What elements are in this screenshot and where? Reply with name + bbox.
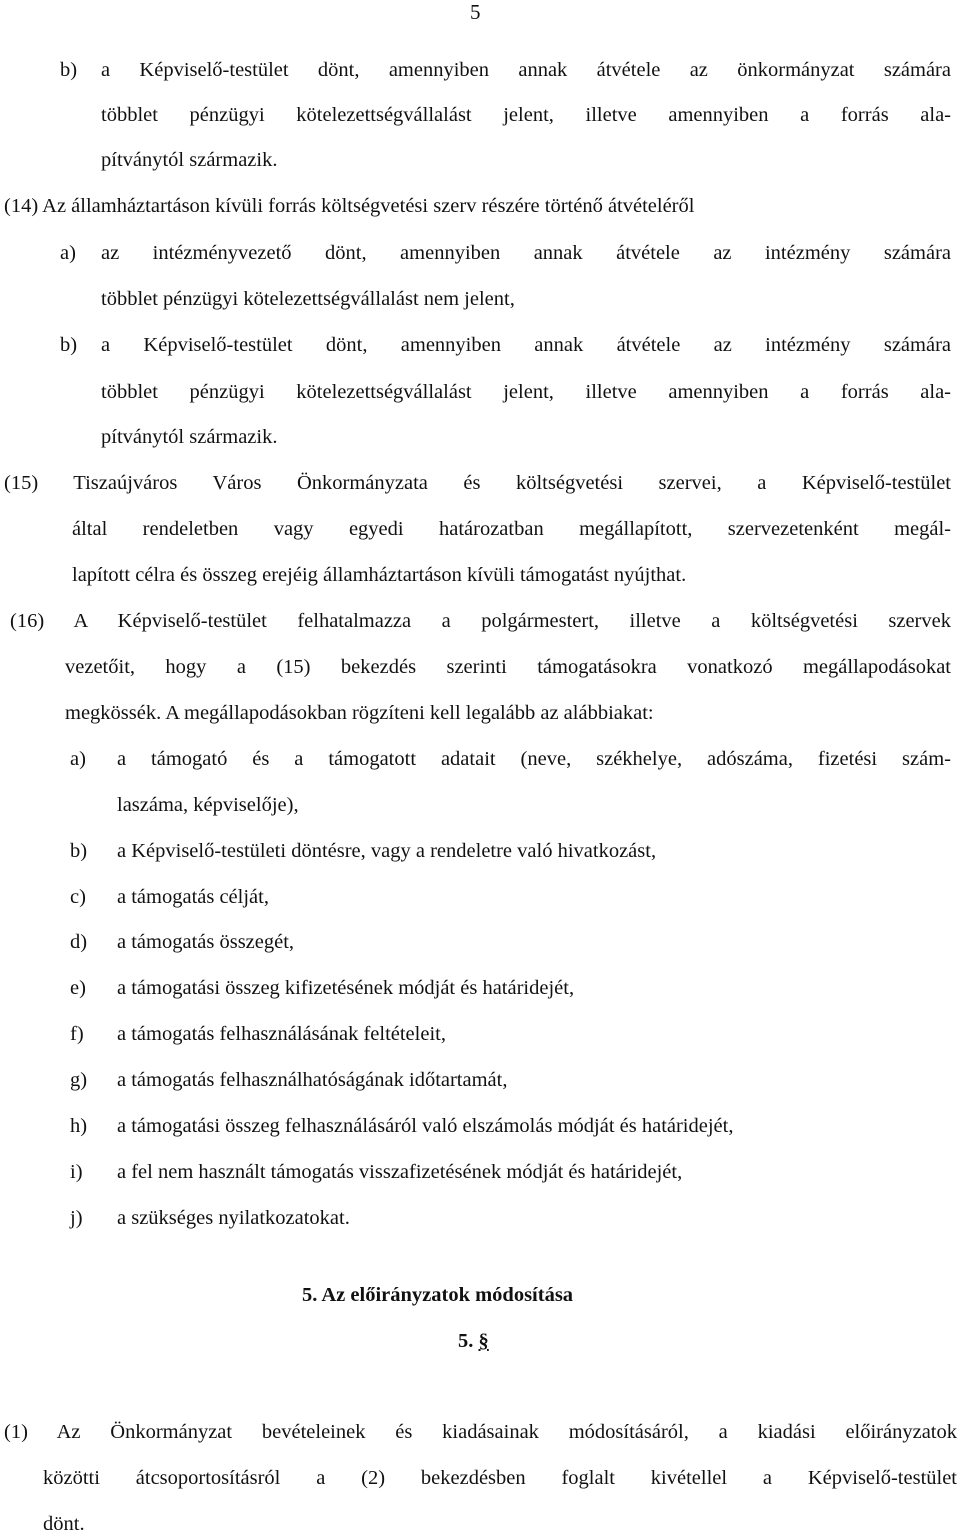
item-label-16f: f) — [70, 1023, 84, 1045]
para-15-line-2: által rendeletben vagy egyedi határozatban megállapított, szervezetenként megál- — [72, 518, 951, 540]
list-item-16a-line-1: a támogató és a támogatott adatait (neve, székhelye, adószáma, fizetési szám- — [117, 748, 951, 770]
item-label-16a: a) — [70, 748, 86, 770]
list-item-16j: a szükséges nyilatkozatokat. — [117, 1207, 350, 1229]
list-item-16d: a támogatás összegét, — [117, 931, 295, 953]
para-15-line-1: (15) Tiszaújváros Város Önkormányzata és költségvetési szervei, a Képviselő-testület — [4, 472, 951, 494]
para-5-1-line-1: (1) Az Önkormányzat bevételeinek és kiadásainak módosításáról, a kiadási előirányzatok — [4, 1421, 957, 1443]
text-line-14b-3: pítványtól származik. — [101, 426, 278, 448]
item-label-16d: d) — [70, 931, 88, 953]
para-16-line-2: vezetőit, hogy a (15) bekezdés szerinti támogatásokra vonatkozó megállapodásokat — [65, 656, 951, 678]
list-item-16h: a támogatási összeg felhasználásáról való elszámolás módját és határidejét, — [117, 1115, 734, 1137]
text-line-14b-2: többlet pénzügyi kötelezettségvállalást jelent, illetve amennyiben a forrás ala- — [101, 381, 951, 403]
list-item-16a-line-2: laszáma, képviselője), — [117, 794, 299, 816]
text-line-14b-1: a Képviselő-testület dönt, amennyiben annak átvétele az intézmény számára — [101, 334, 951, 356]
item-label-14a: a) — [60, 242, 76, 264]
para-16-line-1: (16) A Képviselő-testület felhatalmazza a polgármestert, illetve a költségvetési szervek — [10, 610, 951, 632]
para-5-1-line-3: dönt. — [43, 1513, 85, 1535]
section-paragraph-heading — [458, 1328, 489, 1354]
list-item-16f: a támogatás felhasználásának feltételeit, — [117, 1023, 446, 1045]
item-label-16c: c) — [70, 886, 86, 908]
item-label-16j: j) — [70, 1207, 83, 1229]
para-5-1-line-2: közötti átcsoportosításról a (2) bekezdésben foglalt kivétellel a Képviselő-testület — [43, 1467, 957, 1489]
para-16-line-3: megkössék. A megállapodásokban rögzíteni kell legalább az alábbiakat: — [65, 702, 654, 724]
list-item-16e: a támogatási összeg kifizetésének módját és határidejét, — [117, 977, 575, 999]
para-15-line-3: lapított célra és összeg erejéig államháztartáson kívüli támogatást nyújthat. — [72, 564, 687, 586]
section-title: 5. Az előirányzatok módosítása — [302, 1284, 574, 1306]
text-line-14a-2: többlet pénzügyi kötelezettségvállalást nem jelent, — [101, 288, 515, 310]
item-label-16g: g) — [70, 1069, 88, 1091]
item-label-16e: e) — [70, 977, 86, 999]
list-item-16c: a támogatás célját, — [117, 886, 269, 908]
text-line-13b-1: a Képviselő-testület dönt, amennyiben annak átvétele az önkormányzat számára — [101, 59, 951, 81]
item-label-16b: b) — [70, 840, 88, 862]
para-14-lead: (14) Az államháztartáson kívüli forrás költségvetési szerv részére történő átvételéről — [4, 195, 695, 217]
section-sign: § — [478, 1330, 489, 1352]
text-line-14a-1: az intézményvezető dönt, amennyiben annak átvétele az intézmény számára — [101, 242, 951, 264]
item-label-16i: i) — [70, 1161, 83, 1183]
list-item-16g: a támogatás felhasználhatóságának időtartamát, — [117, 1069, 508, 1091]
text-line-13b-3: pítványtól származik. — [101, 149, 278, 171]
item-label-14b: b) — [60, 334, 78, 356]
text-line-13b-2: többlet pénzügyi kötelezettségvállalást jelent, illetve amennyiben a forrás ala- — [101, 104, 951, 126]
item-label-13b: b) — [60, 59, 78, 81]
list-item-16i: a fel nem használt támogatás visszafizetésének módját és határidejét, — [117, 1161, 683, 1183]
section-number: 5. — [458, 1330, 474, 1352]
page-number: 5 — [470, 0, 481, 24]
list-item-16b: a Képviselő-testületi döntésre, vagy a rendeletre való hivatkozást, — [117, 840, 657, 862]
item-label-16h: h) — [70, 1115, 88, 1137]
